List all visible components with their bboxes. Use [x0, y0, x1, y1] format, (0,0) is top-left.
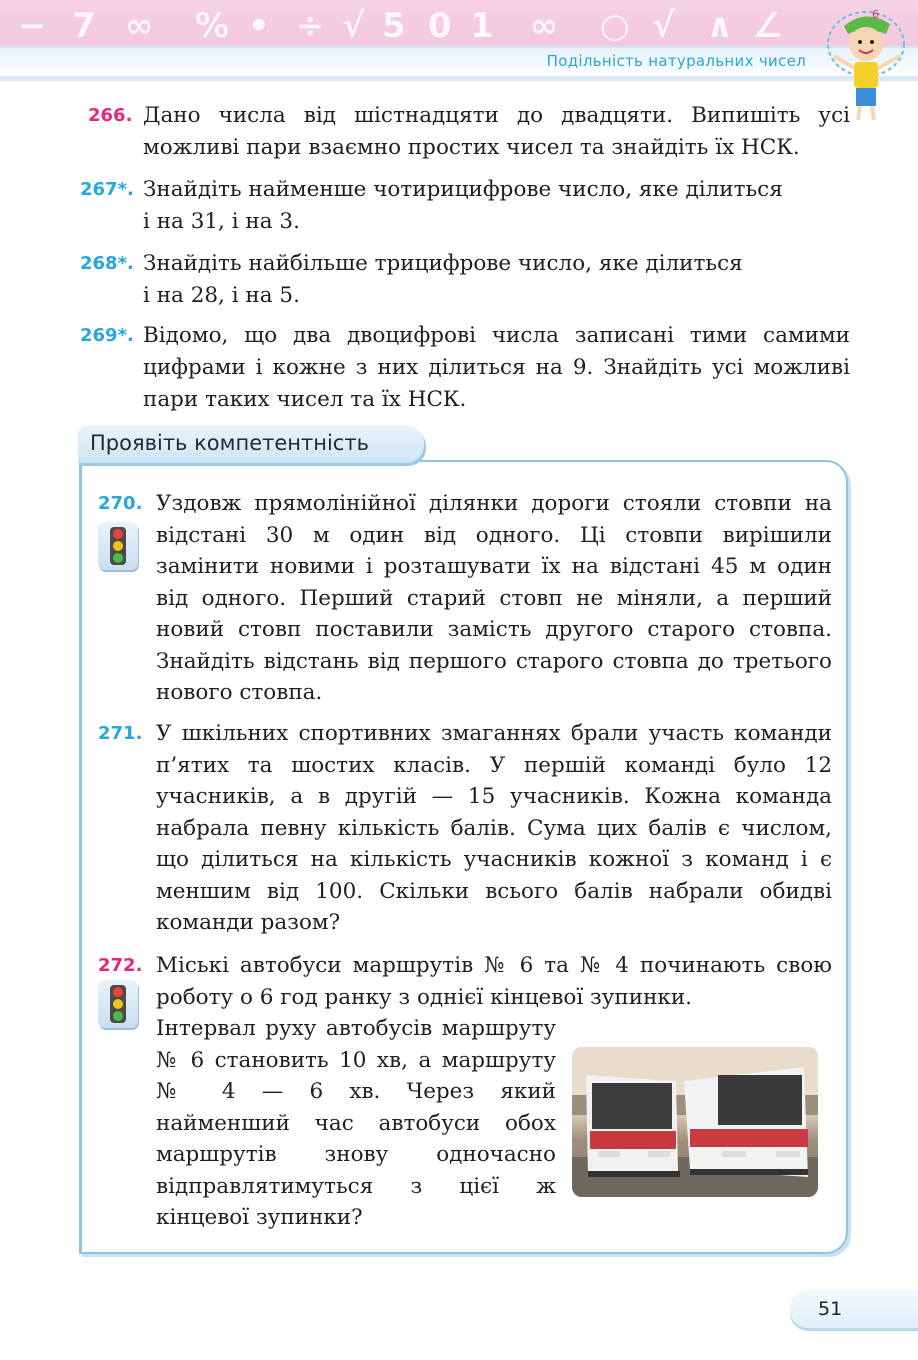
problem-number: 269*.	[80, 325, 134, 346]
competence-header	[78, 425, 424, 463]
problem-270	[98, 488, 832, 709]
page-number-tab	[790, 1290, 918, 1328]
decor-glyph: ∧	[706, 6, 734, 46]
problem-number: 270.	[98, 493, 143, 514]
decor-glyph: ∠	[752, 6, 783, 46]
problem-268	[80, 248, 850, 312]
problem-266	[80, 100, 850, 164]
decor-glyph: ÷	[296, 6, 325, 46]
problem-text: У шкільних спортивних змаганнях брали участь команди п’ятих та шостих класів. У першій команді було 12 учасників, а в другій — 15 учасників. Кожна команда набрала певну кількість балів. Сума цих балів є числом, що ділиться на кількість учасників кожної з команд і є меншим від 100. Скільки всього балів набрали обидві команди разом?	[156, 721, 832, 935]
problem-text: Знайдіть найбільше трицифрове число, яке ділиться і на 28, і на 5.	[143, 251, 743, 308]
decor-glyph: 5	[382, 6, 406, 46]
running-head: Подільність натуральних чисел	[546, 52, 806, 70]
decor-glyph: ∞	[530, 6, 559, 46]
decor-glyph: √	[652, 6, 675, 46]
problem-text: Уздовж прямолінійної ділянки дороги стояли стовпи на відстані 30 м один від одного. Ці стовпи вирішили замінити новими і розташувати їх на відстані 45 м один від одного. Перший старий стовп не міняли, а перший новий стовп поставили замість другого старого стовпа. Знайдіть відстань від першого старого стовпа до третього нового стовпа.	[156, 491, 832, 705]
decor-glyph: %	[195, 6, 230, 46]
decor-glyph: 0	[428, 6, 452, 46]
page-number: 51	[818, 1298, 843, 1320]
decor-glyph: ∞	[125, 6, 154, 46]
problem-number: 271.	[98, 723, 143, 744]
traffic-light-icon	[98, 522, 138, 570]
top-decorative-strip	[0, 0, 918, 46]
problem-text: Відомо, що два двоцифрові числа записані тими самими цифрами і кожне з них ділиться на 9. Знайдіть усі можливі пари таких чисел та їх НСК.	[143, 323, 850, 412]
problem-text: Міські автобуси маршрутів № 6 та № 4 починають свою роботу о 6 год ранку з однієї кінцевої зупинки.	[156, 953, 832, 1010]
decor-glyph: √	[342, 6, 365, 46]
problem-number: 268*.	[80, 253, 134, 274]
decor-glyph: −	[18, 6, 47, 46]
problem-text-continued: Інтервал руху автобусів маршруту № 6 становить 10 хв, а маршруту № 4 — 6 хв. Через який найменший час автобуси обох маршрутів знову одночасно відправлятимуться з цієї ж кінцевої зупинки?	[156, 1016, 556, 1230]
competence-title: Проявіть компетентність	[90, 431, 369, 455]
problem-text: Дано числа від шістнадцяти до двадцяти. Випишіть усі можливі пари взаємно простих чисел та знайдіть їх НСК.	[143, 103, 850, 160]
problem-271	[98, 718, 832, 939]
decor-glyph: ○	[600, 6, 630, 46]
problem-number: 266.	[88, 105, 133, 126]
mascot-badge-number: 6	[872, 8, 879, 21]
decor-glyph: 1	[470, 6, 494, 46]
traffic-light-icon	[98, 980, 138, 1028]
problem-number: 272.	[98, 955, 143, 976]
buses-photo	[572, 1047, 818, 1197]
problem-269	[80, 320, 850, 416]
problem-267	[80, 174, 850, 238]
decor-glyph: 7	[72, 6, 96, 46]
problem-text: Знайдіть найменше чотирицифрове число, яке ділиться і на 31, і на 3.	[143, 177, 783, 234]
header-divider	[0, 76, 918, 81]
problem-number: 267*.	[80, 179, 134, 200]
decor-glyph: •	[248, 6, 270, 46]
